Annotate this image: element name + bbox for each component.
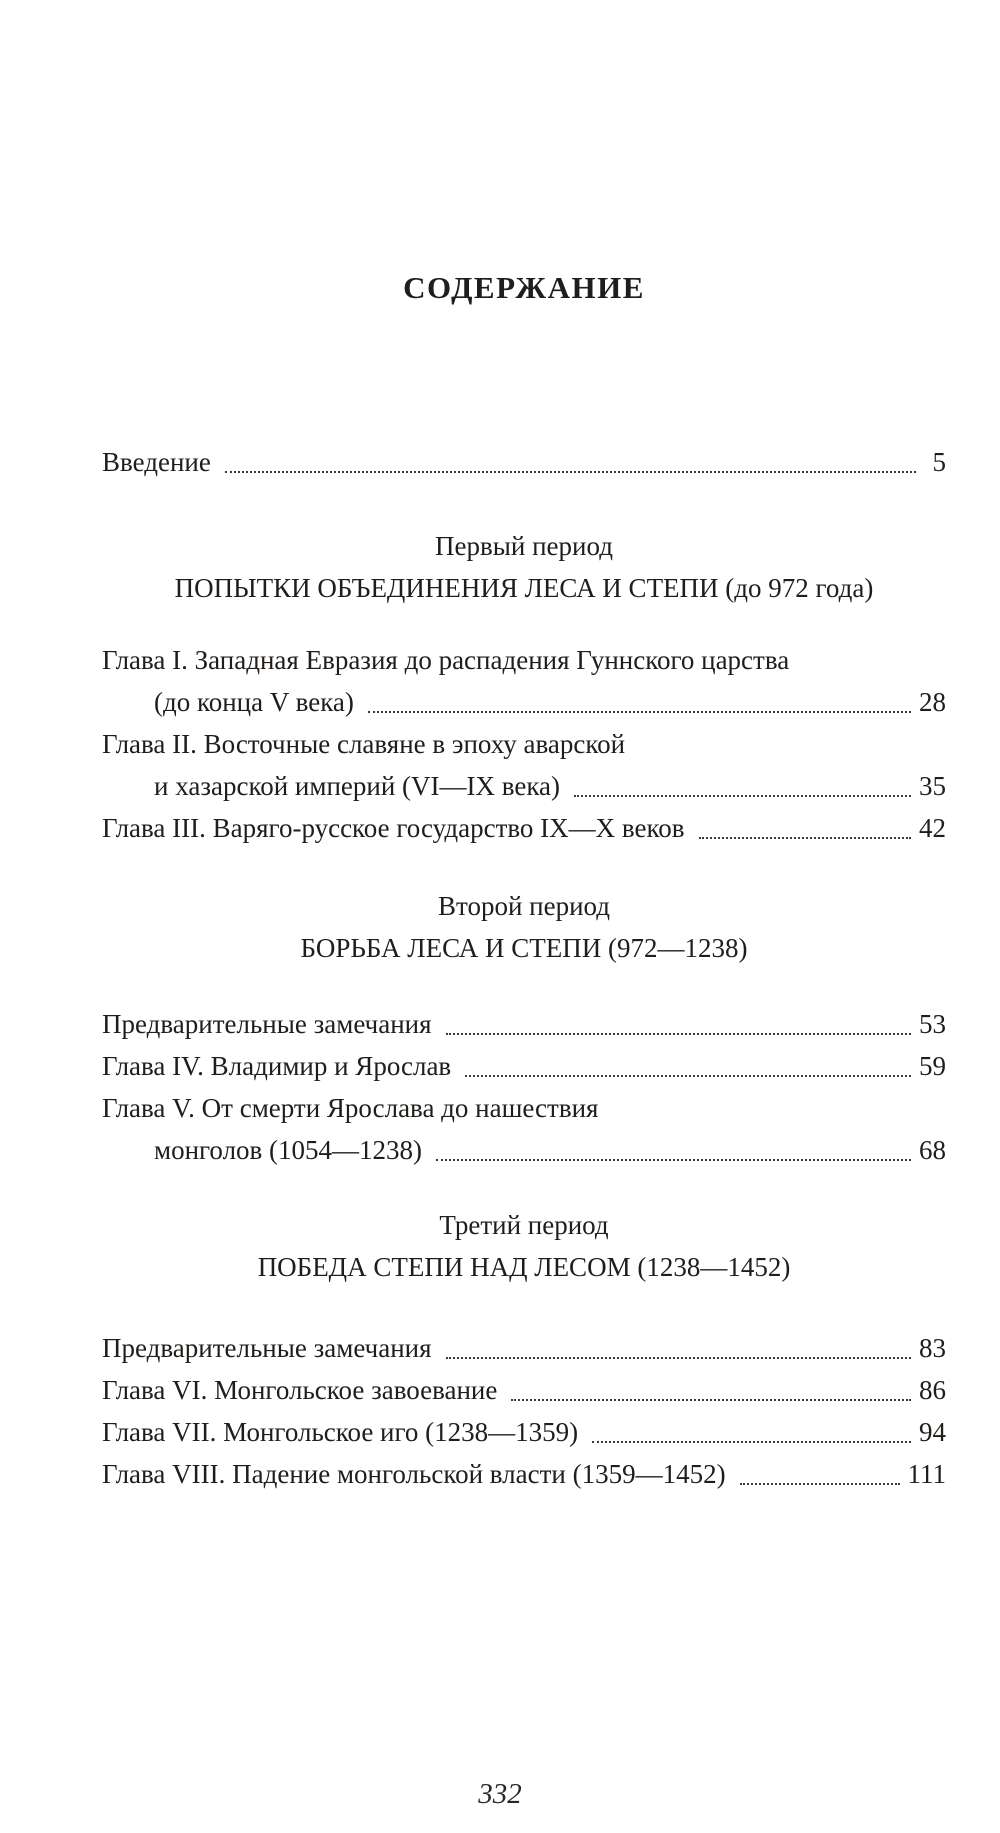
toc-entry xyxy=(102,807,946,849)
dot-leader xyxy=(511,1369,911,1401)
toc-entry-page: 5 xyxy=(932,447,946,477)
toc-entry-label: Введение xyxy=(102,447,211,477)
dot-leader xyxy=(740,1453,900,1485)
toc-entry-label-line2: и хазарской империй (VI—IX века) xyxy=(154,771,561,801)
toc-entry-continuation xyxy=(102,681,946,723)
dot-leader xyxy=(446,1003,911,1035)
dot-leader xyxy=(436,1129,911,1161)
section-heading-period-1 xyxy=(102,525,946,609)
period-title: БОРЬБА ЛЕСА И СТЕПИ (972—1238) xyxy=(300,933,748,963)
period-title: ПОБЕДА СТЕПИ НАД ЛЕСОМ (1238—1452) xyxy=(257,1252,791,1282)
toc-entry xyxy=(102,1003,946,1045)
toc-entry-label: Глава V. От смерти Ярослава до нашествия xyxy=(102,1093,599,1123)
period-name: Третий период xyxy=(439,1210,609,1240)
section-entries-period-3 xyxy=(102,1327,946,1495)
dot-leader xyxy=(446,1327,911,1359)
toc-entry-label: Глава VI. Монгольское завоевание xyxy=(102,1375,498,1405)
toc-entry-label: Предварительные замечания xyxy=(102,1009,432,1039)
period-title: ПОПЫТКИ ОБЪЕДИНЕНИЯ ЛЕСА И СТЕПИ (до 972 года) xyxy=(174,573,874,603)
toc-entry-page: 28 xyxy=(919,687,946,717)
section-entries-period-1 xyxy=(102,639,946,849)
toc-entry-label: Глава IV. Владимир и Ярослав xyxy=(102,1051,452,1081)
toc-entry-introduction xyxy=(102,441,946,483)
toc-entry-page: 59 xyxy=(919,1051,946,1081)
toc-entry-label-line2: (до конца V века) xyxy=(154,687,354,717)
book-page xyxy=(0,270,1000,1833)
toc-entry xyxy=(102,1411,946,1453)
toc-entry xyxy=(102,1453,946,1495)
toc-entry xyxy=(102,639,946,723)
toc-entry-continuation xyxy=(102,765,946,807)
toc-entry-page: 42 xyxy=(919,813,946,843)
toc-entry-page: 35 xyxy=(919,771,946,801)
toc-entry xyxy=(102,1369,946,1411)
toc-entry-page: 68 xyxy=(919,1135,946,1165)
toc-entry-page: 111 xyxy=(907,1459,946,1489)
dot-leader xyxy=(368,681,911,713)
toc-entry-label: Глава III. Варяго-русское государство IX—X веков xyxy=(102,813,685,843)
dot-leader xyxy=(574,765,911,797)
toc-entry-label: Глава II. Восточные славяне в эпоху аварской xyxy=(102,729,626,759)
toc-entry-label: Предварительные замечания xyxy=(102,1333,432,1363)
toc-entry-label: Глава I. Западная Евразия до распадения Гуннского царства xyxy=(102,645,790,675)
dot-leader xyxy=(699,807,912,839)
toc-entry-label: Глава VII. Монгольское иго (1238—1359) xyxy=(102,1417,579,1447)
toc-entry-page: 53 xyxy=(919,1009,946,1039)
period-name: Первый период xyxy=(435,531,613,561)
toc-entry-label-line2: монголов (1054—1238) xyxy=(154,1135,423,1165)
toc-entry-page: 83 xyxy=(919,1333,946,1363)
toc-entry xyxy=(102,723,946,807)
toc-entry xyxy=(102,1087,946,1171)
toc-entry-label: Глава VIII. Падение монгольской власти (1359—1452) xyxy=(102,1459,726,1489)
period-name: Второй период xyxy=(438,891,610,921)
toc-entry xyxy=(102,1045,946,1087)
section-heading-period-3 xyxy=(102,1204,946,1288)
dot-leader xyxy=(592,1411,911,1443)
section-heading-period-2 xyxy=(102,885,946,969)
toc-entry-page: 86 xyxy=(919,1375,946,1405)
toc-entry-page: 94 xyxy=(919,1417,946,1447)
page-title: СОДЕРЖАНИЕ xyxy=(403,270,645,305)
section-entries-period-2 xyxy=(102,1003,946,1171)
dot-leader xyxy=(225,441,916,473)
toc-entry-continuation xyxy=(102,1129,946,1171)
toc-entry xyxy=(102,1327,946,1369)
page-number: 332 xyxy=(478,1778,522,1810)
dot-leader xyxy=(465,1045,911,1077)
